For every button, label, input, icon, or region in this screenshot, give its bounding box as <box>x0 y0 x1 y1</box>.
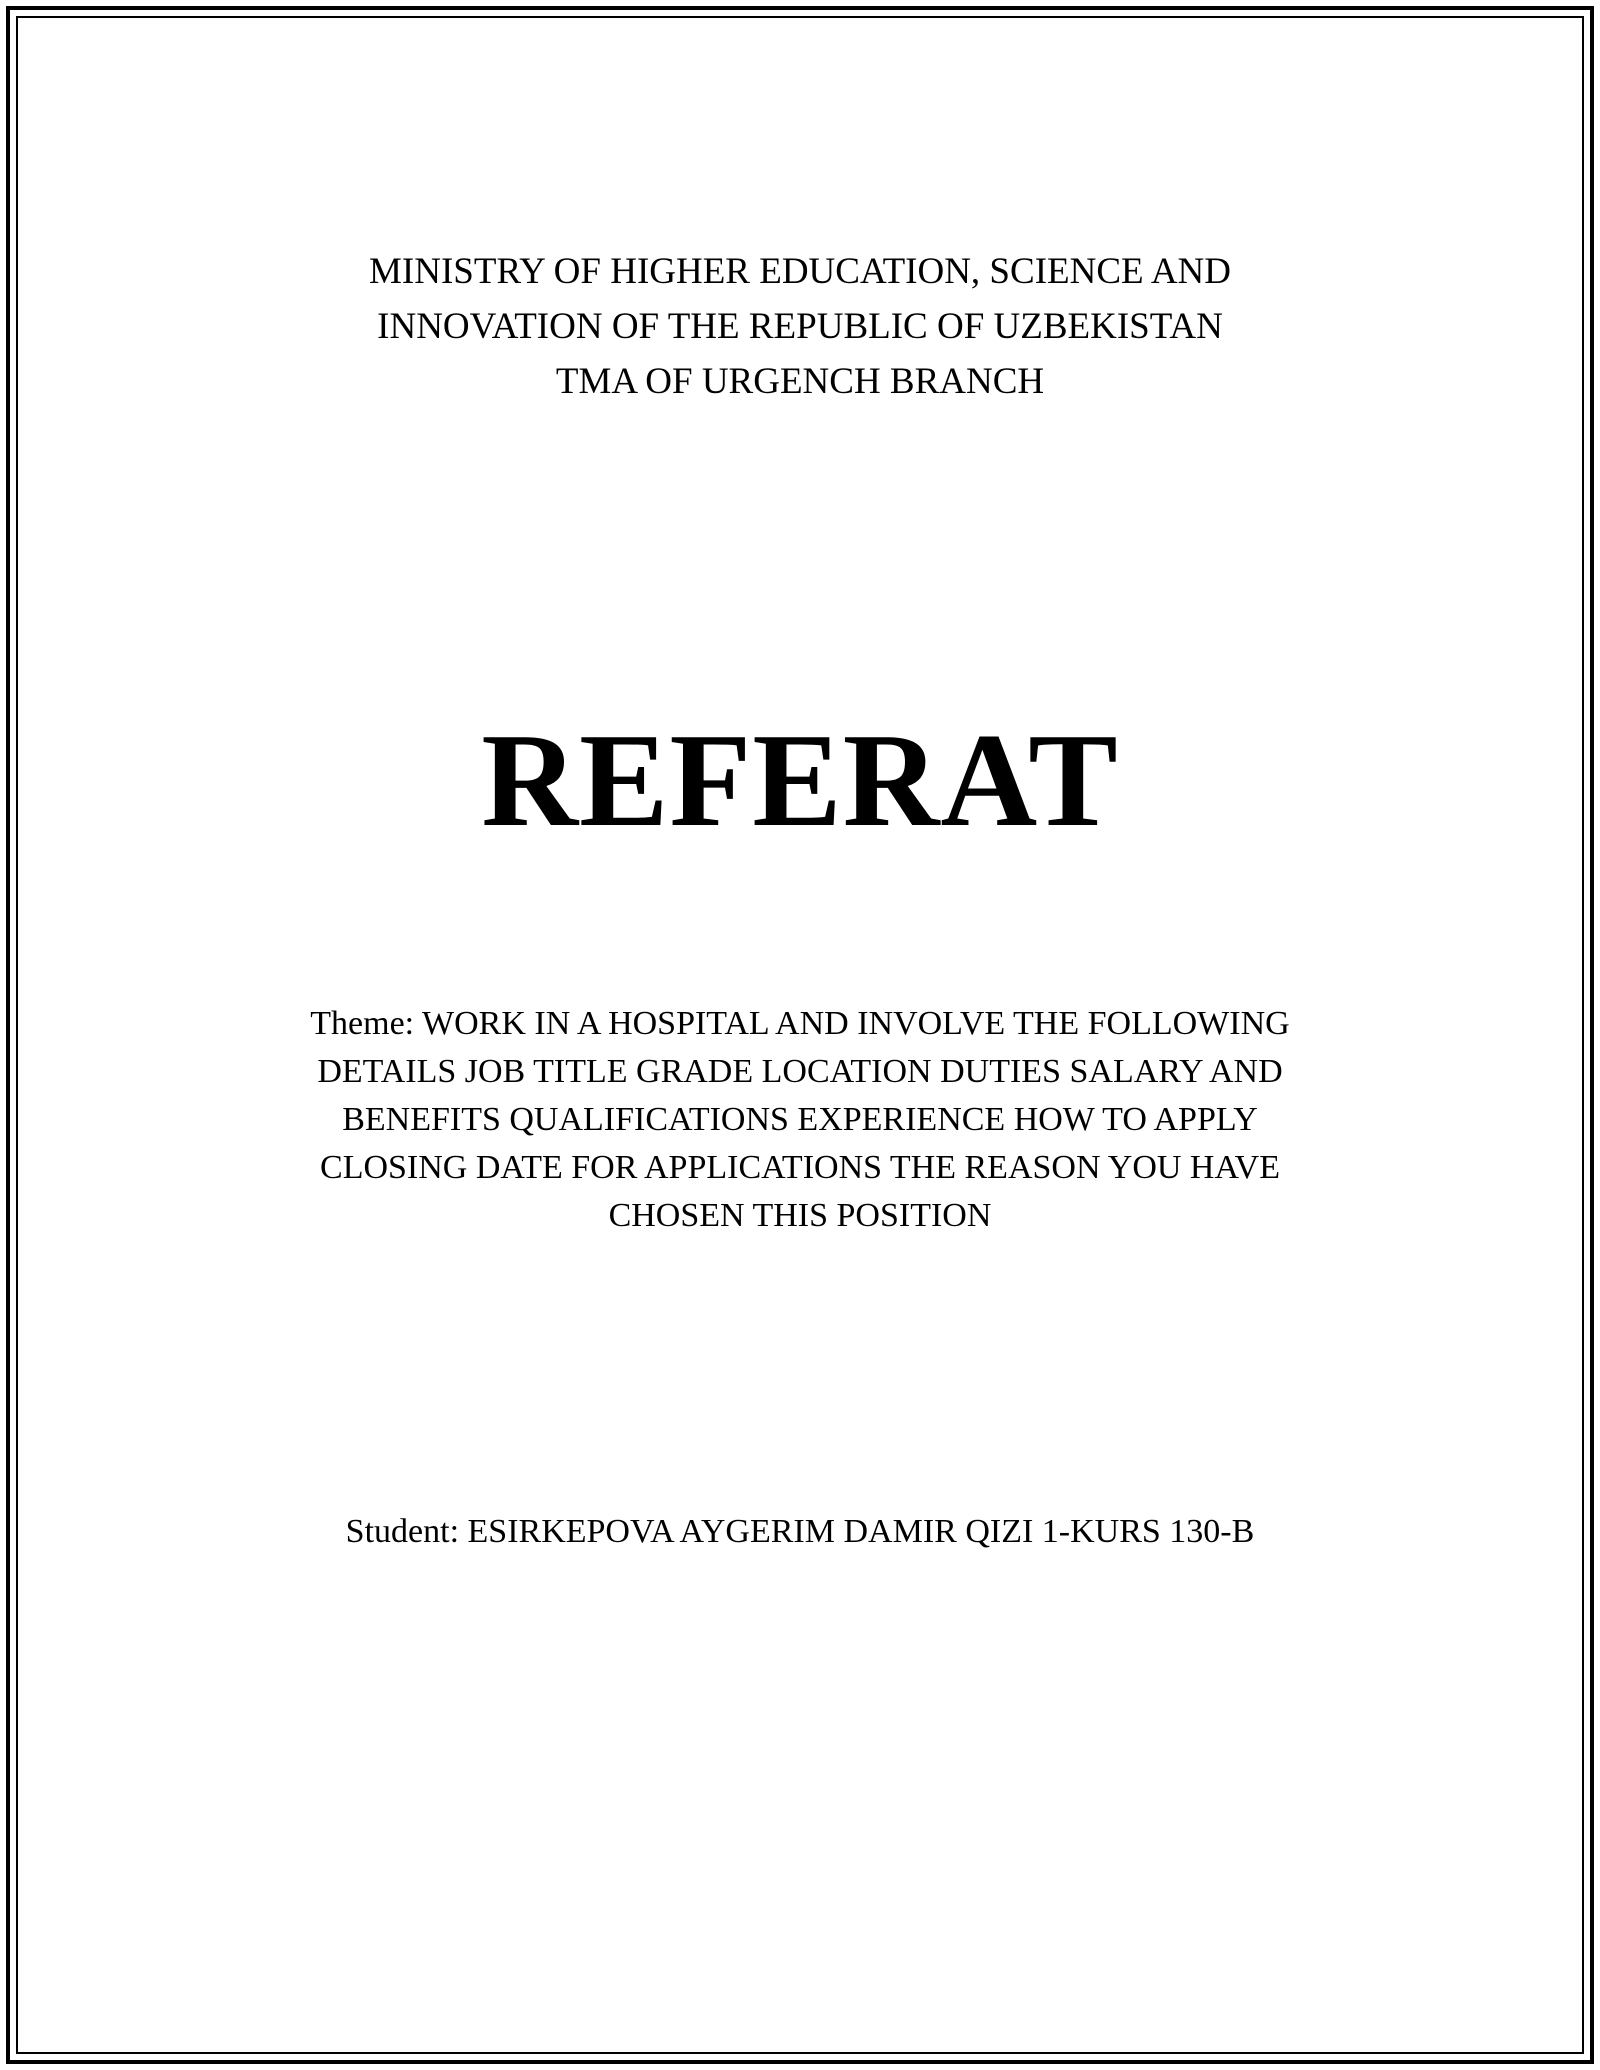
header-line: TMA OF URGENCH BRANCH <box>555 361 1045 402</box>
header-line: MINISTRY OF HIGHER EDUCATION, SCIENCE AND <box>369 251 1231 292</box>
theme-line: CLOSING DATE FOR APPLICATIONS THE REASON YOU HAVE <box>320 1149 1280 1186</box>
theme-block <box>0 1000 1600 1240</box>
student-info: Student: ESIRKEPOVA AYGERIM DAMIR QIZI 1-KURS 130-B <box>345 1513 1255 1550</box>
theme-line: CHOSEN THIS POSITION <box>608 1197 992 1234</box>
theme-line: Theme: WORK IN A HOSPITAL AND INVOLVE THE FOLLOWING <box>310 1005 1290 1042</box>
header-line: INNOVATION OF THE REPUBLIC OF UZBEKISTAN <box>377 306 1223 347</box>
theme-line: BENEFITS QUALIFICATIONS EXPERIENCE HOW TO APPLY <box>342 1101 1258 1138</box>
institution-header <box>0 244 1600 409</box>
theme-line: DETAILS JOB TITLE GRADE LOCATION DUTIES SALARY AND <box>317 1053 1283 1090</box>
document-title: REFERAT <box>481 706 1119 854</box>
